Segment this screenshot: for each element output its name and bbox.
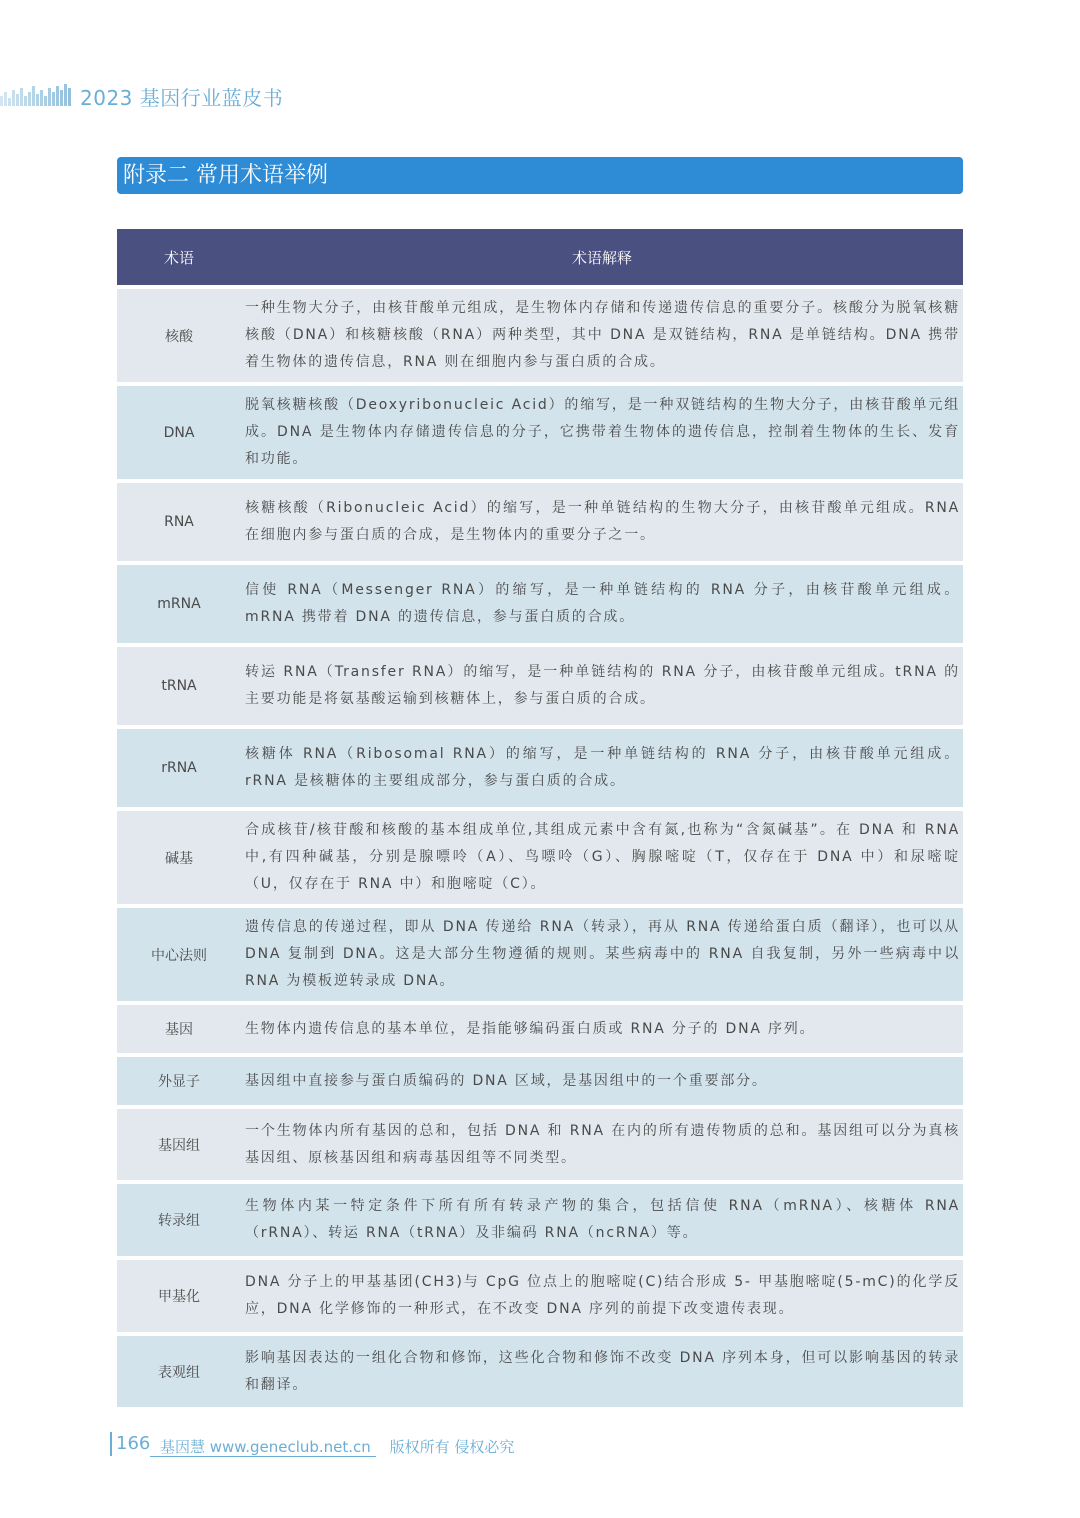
description-cell: 转运 RNA（Transfer RNA）的缩写，是一种单链结构的 RNA 分子，由核苷酸单元组成。tRNA 的主要功能是将氨基酸运输到核糖体上，参与蛋白质的合成。 [241, 645, 963, 727]
decoration-bar [56, 86, 59, 106]
description-cell: 基因组中直接参与蛋白质编码的 DNA 区域，是基因组中的一个重要部分。 [241, 1055, 963, 1107]
table-row [117, 481, 963, 563]
table-row [117, 1258, 963, 1334]
footer-site: 基因慧 www.geneclub.net.cn [160, 1438, 371, 1456]
header-title: 2023 基因行业蓝皮书 [80, 86, 284, 110]
term-cell: 基因组 [117, 1107, 241, 1182]
decoration-bar [48, 88, 51, 106]
table-row [117, 384, 963, 481]
decoration-bar [60, 90, 63, 106]
table-row [117, 563, 963, 645]
term-cell: 碱基 [117, 809, 241, 906]
decoration-bar [20, 88, 23, 106]
description-cell: 生物体内遗传信息的基本单位，是指能够编码蛋白质或 RNA 分子的 DNA 序列。 [241, 1003, 963, 1055]
description-cell: 一种生物大分子，由核苷酸单元组成，是生物体内存储和传递遗传信息的重要分子。核酸分为脱氧核糖核酸（DNA）和核糖核酸（RNA）两种类型，其中 DNA 是双链结构，RNA 是单链结构。DNA 携带着生物体的遗传信息，RNA 则在细胞内参与蛋白质的合成。 [241, 287, 963, 384]
decoration-bar [68, 88, 71, 106]
description-cell: 信使 RNA（Messenger RNA）的缩写，是一种单链结构的 RNA 分子，由核苷酸单元组成。mRNA 携带着 DNA 的遗传信息，参与蛋白质的合成。 [241, 563, 963, 645]
term-cell: 基因 [117, 1003, 241, 1055]
term-cell: mRNA [117, 563, 241, 645]
column-header-term: 术语 [117, 229, 241, 287]
table-row [117, 287, 963, 384]
description-cell: 影响基因表达的一组化合物和修饰，这些化合物和修饰不改变 DNA 序列本身，但可以影响基因的转录和翻译。 [241, 1334, 963, 1409]
table-row [117, 809, 963, 906]
column-header-description: 术语解释 [241, 229, 963, 287]
table-row [117, 906, 963, 1003]
decoration-bar [24, 96, 27, 106]
table-row [117, 1334, 963, 1409]
table-row [117, 1003, 963, 1055]
decoration-bar [52, 92, 55, 106]
table-header-row [117, 229, 963, 287]
description-cell: 核糖核酸（Ribonucleic Acid）的缩写，是一种单链结构的生物大分子，由核苷酸单元组成。RNA 在细胞内参与蛋白质的合成，是生物体内的重要分子之一。 [241, 481, 963, 563]
header-decoration [0, 84, 72, 106]
footer-copyright: 版权所有 侵权必究 [389, 1438, 515, 1456]
term-cell: 外显子 [117, 1055, 241, 1107]
table-row [117, 645, 963, 727]
term-cell: 转录组 [117, 1182, 241, 1258]
description-cell: 生物体内某一特定条件下所有所有转录产物的集合，包括信使 RNA（mRNA）、核糖体 RNA（rRNA）、转运 RNA（tRNA）及非编码 RNA（ncRNA）等。 [241, 1182, 963, 1258]
table-row [117, 1107, 963, 1182]
term-cell: 核酸 [117, 287, 241, 384]
decoration-bar [32, 86, 35, 106]
description-cell: 一个生物体内所有基因的总和，包括 DNA 和 RNA 在内的所有遗传物质的总和。基因组可以分为真核基因组、原核基因组和病毒基因组等不同类型。 [241, 1107, 963, 1182]
page-number: 166 [110, 1432, 150, 1456]
decoration-bar [40, 90, 43, 106]
term-cell: DNA [117, 384, 241, 481]
table-row [117, 727, 963, 809]
description-cell: 遗传信息的传递过程，即从 DNA 传递给 RNA（转录），再从 RNA 传递给蛋白质（翻译），也可以从 DNA 复制到 DNA。这是大部分生物遵循的规则。某些病毒中的 RNA 自我复制，另外一些病毒中以 RNA 为模板逆转录成 DNA。 [241, 906, 963, 1003]
decoration-bar [0, 96, 3, 106]
decoration-bar [28, 92, 31, 106]
term-cell: 表观组 [117, 1334, 241, 1409]
term-cell: 中心法则 [117, 906, 241, 1003]
table-row [117, 1055, 963, 1107]
section-title: 附录二 常用术语举例 [117, 157, 963, 194]
description-cell: 核糖体 RNA（Ribosomal RNA）的缩写，是一种单链结构的 RNA 分子，由核苷酸单元组成。rRNA 是核糖体的主要组成部分，参与蛋白质的合成。 [241, 727, 963, 809]
decoration-bar [64, 84, 67, 106]
table-row [117, 1182, 963, 1258]
description-cell: 合成核苷/核苷酸和核酸的基本组成单位,其组成元素中含有氮,也称为“含氮碱基”。在 DNA 和 RNA 中,有四种碱基，分别是腺嘌呤（A）、鸟嘌呤（G）、胸腺嘧啶（T，仅存在于 DNA 中）和尿嘧啶（U，仅存在于 RNA 中）和胞嘧啶（C）。 [241, 809, 963, 906]
decoration-bar [16, 94, 19, 106]
term-cell: 甲基化 [117, 1258, 241, 1334]
footer-text [160, 1436, 528, 1457]
decoration-bar [36, 94, 39, 106]
decoration-bar [44, 96, 47, 106]
decoration-bar [8, 98, 11, 106]
term-cell: RNA [117, 481, 241, 563]
terms-table [117, 229, 963, 1411]
decoration-bar [12, 90, 15, 106]
description-cell: DNA 分子上的甲基基团(CH3)与 CpG 位点上的胞嘧啶(C)结合形成 5- 甲基胞嘧啶(5-mC)的化学反应，DNA 化学修饰的一种形式，在不改变 DNA 序列的前提下改变遗传表现。 [241, 1258, 963, 1334]
term-cell: tRNA [117, 645, 241, 727]
description-cell: 脱氧核糖核酸（Deoxyribonucleic Acid）的缩写，是一种双链结构的生物大分子，由核苷酸单元组成。DNA 是生物体内存储遗传信息的分子，它携带着生物体的遗传信息，控制着生物体的生长、发育和功能。 [241, 384, 963, 481]
table-body [117, 287, 963, 1409]
term-cell: rRNA [117, 727, 241, 809]
decoration-bar [4, 92, 7, 106]
